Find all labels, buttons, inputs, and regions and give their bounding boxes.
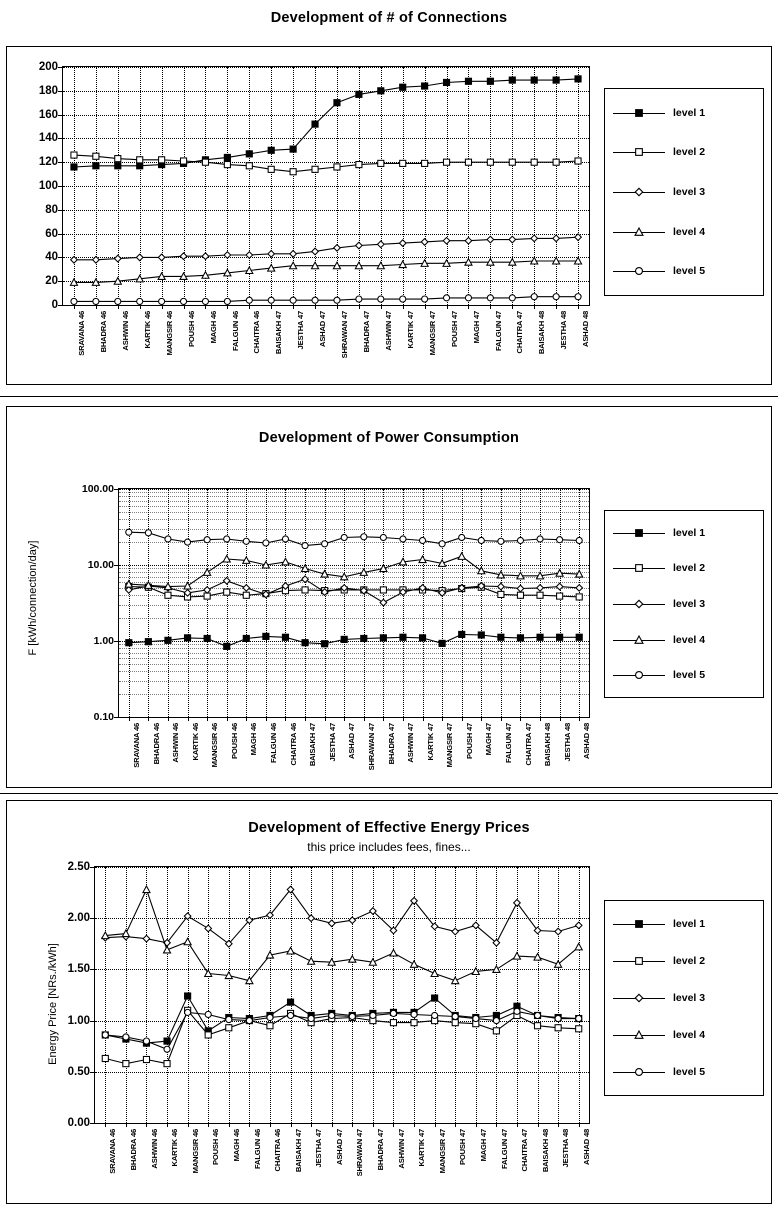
x-tick-mark [352,1123,353,1127]
x-tick-label: BHADRA 46 [129,1129,139,1171]
x-tick-label: POUSH 46 [186,311,196,347]
x-tick-mark [481,717,482,721]
series-layer [63,67,589,305]
x-tick-label: BAISAKH 48 [537,311,547,355]
x-tick-label: SHRAWAN 47 [366,723,376,771]
x-tick-label: BHADRA 47 [362,311,372,353]
legend-swatch-circle [613,1066,665,1078]
x-tick-mark [558,1123,559,1127]
panel-divider-2 [0,793,778,794]
legend-label: level 4 [673,633,706,646]
legend-swatch-square-filled [613,918,665,930]
x-tick-label: POUSH 46 [229,723,239,759]
legend-label: level 5 [673,1066,706,1079]
legend-label: level 2 [673,146,706,159]
x-tick-mark [517,1123,518,1127]
x-tick-label: SRAVANA 46 [77,311,87,356]
x-tick-label: POUSH 47 [449,311,459,347]
y-tick-label: 0.10 [93,711,114,723]
x-tick-label: FALGUN 46 [230,311,240,351]
legend-power [604,510,764,698]
x-tick-label: BHADRA 47 [386,723,396,765]
y-tick-label: 2.50 [67,861,90,873]
legend-item-3 [605,594,763,614]
y-tick-label: 200 [38,61,58,73]
legend-item-3 [605,182,763,202]
x-tick-label: SHRAWAN 47 [340,311,350,359]
plot-area-connections [38,61,591,359]
x-tick-label: POUSH 47 [464,723,474,759]
y-tick-label: 140 [38,132,58,145]
x-tick-label: KARTIK 46 [170,1129,180,1167]
legend-swatch-square-filled [613,527,665,539]
chart-panel-prices [0,798,778,1210]
x-tick-label: CHAITRA 47 [523,723,533,766]
x-tick-label: MANGSIR 47 [445,723,455,768]
series-1 [126,631,583,649]
series-5 [126,529,583,548]
legend-item-1 [605,523,763,543]
x-tick-mark [403,305,404,309]
x-tick-mark [520,717,521,721]
legend-label: level 3 [673,185,706,198]
x-tick-label: SHRAWAN 47 [355,1129,365,1177]
plot-area-power [81,483,592,771]
x-tick-mark [315,305,316,309]
y-tick-label: 0.50 [67,1065,90,1078]
x-tick-mark [271,305,272,309]
x-tick-mark [291,1123,292,1127]
legend-prices [604,900,764,1096]
x-tick-label: FALGUN 46 [269,723,279,763]
legend-swatch-triangle [613,1029,665,1041]
y-tick-label: 180 [38,84,58,97]
legend-swatch-square-open [613,562,665,574]
x-tick-label: ASHWIN 46 [149,1129,159,1169]
x-tick-label: BHADRA 46 [99,311,109,353]
x-tick-mark [246,717,247,721]
x-tick-mark [105,1123,106,1127]
legend-item-5 [605,261,763,281]
x-tick-mark [337,305,338,309]
x-tick-mark [188,1123,189,1127]
panel-divider-1 [0,396,778,397]
x-tick-label: ASHWIN 47 [396,1129,406,1169]
series-layer [95,867,589,1123]
series-4 [125,553,583,590]
chart-panel-connections [0,0,778,398]
series-3 [71,234,582,263]
legend-item-2 [605,951,763,971]
x-tick-mark [227,717,228,721]
x-tick-label: MANGSIR 46 [190,1129,200,1174]
gridline [63,305,589,306]
x-tick-mark [311,1123,312,1127]
x-tick-mark [579,717,580,721]
x-tick-label: CHAITRA 46 [288,723,298,766]
legend-item-4 [605,630,763,650]
x-tick-mark [129,717,130,721]
y-tick-mark [114,717,119,718]
x-tick-mark [403,717,404,721]
y-tick-label: 0.00 [67,1117,90,1129]
x-tick-label: MANGSIR 47 [427,311,437,356]
x-tick-label: ASHWIN 46 [120,311,130,351]
y-tick-label: 1.50 [67,963,90,976]
chart-panel-power [0,402,778,794]
x-tick-mark [423,717,424,721]
x-tick-mark [455,1123,456,1127]
y-tick-label: 1.00 [93,635,114,647]
axis-label-y-prices: Energy Price [NRs./kWh] [47,943,59,1065]
legend-swatch-triangle [613,634,665,646]
y-tick-label: 100 [38,180,58,192]
y-tick-label: 80 [45,203,58,216]
x-tick-label: ASHAD 47 [318,311,328,347]
x-tick-mark [381,305,382,309]
x-tick-mark [393,1123,394,1127]
x-tick-mark [74,305,75,309]
legend-swatch-square-open [613,146,665,158]
legend-label: level 4 [673,1029,706,1042]
x-tick-mark [364,717,365,721]
gridline [119,717,589,718]
series-1 [102,993,582,1046]
x-tick-mark [207,717,208,721]
legend-swatch-circle [613,265,665,277]
x-tick-label: MAGH 47 [471,311,481,344]
x-tick-mark [462,717,463,721]
x-tick-mark [501,717,502,721]
legend-label: level 2 [673,562,706,575]
legend-item-3 [605,988,763,1008]
series-4 [70,257,581,285]
x-tick-mark [579,1123,580,1127]
x-tick-mark [188,717,189,721]
chart-subtitle-prices: this price includes fees, fines... [307,840,471,854]
page-title: Development of # of Connections [270,10,508,26]
legend-label: level 1 [673,917,706,930]
y-tick-label: 160 [38,108,58,121]
x-tick-mark [270,1123,271,1127]
x-tick-mark [468,305,469,309]
x-tick-label: BAISAKH 48 [543,723,553,767]
x-tick-mark [490,305,491,309]
x-tick-label: ASHAD 48 [581,311,591,347]
x-tick-label: CHAITRA 47 [515,311,525,354]
x-tick-label: MANGSIR 46 [164,311,174,356]
x-tick-mark [167,1123,168,1127]
x-tick-label: JESTHA 48 [561,1129,571,1168]
x-tick-label: FALGUN 47 [493,311,503,351]
legend-swatch-square-filled [613,107,665,119]
x-tick-mark [140,305,141,309]
x-tick-mark [184,305,185,309]
x-tick-label: KARTIK 47 [405,311,415,349]
x-tick-mark [96,305,97,309]
legend-item-5 [605,665,763,685]
x-tick-label: KARTIK 47 [417,1129,427,1167]
x-tick-label: CHAITRA 46 [252,311,262,354]
x-tick-label: JESTHA 47 [314,1129,324,1168]
series-2 [71,152,581,175]
x-tick-label: KARTIK 46 [142,311,152,349]
x-tick-mark [383,717,384,721]
x-tick-mark [512,305,513,309]
x-tick-mark [249,305,250,309]
x-tick-label: ASHAD 48 [582,723,592,759]
x-tick-mark [146,1123,147,1127]
series-1 [71,76,581,170]
legend-item-4 [605,1025,763,1045]
series-3 [102,886,582,947]
x-tick-label: ASHWIN 46 [171,723,181,763]
x-tick-mark [148,717,149,721]
x-tick-label: SRAVANA 46 [131,723,141,768]
x-tick-mark [293,305,294,309]
x-tick-mark [556,305,557,309]
x-tick-label: CHAITRA 47 [520,1129,530,1172]
legend-item-2 [605,142,763,162]
legend-item-1 [605,914,763,934]
x-tick-mark [126,1123,127,1127]
x-tick-mark [344,717,345,721]
x-tick-label: BAISAKH 48 [540,1129,550,1173]
legend-item-1 [605,103,763,123]
axis-label-y-power: F [kWh/connection/day] [27,540,39,656]
legend-label: level 1 [673,106,706,119]
x-tick-mark [305,717,306,721]
x-tick-mark [359,305,360,309]
y-tick-label: 100.00 [81,483,114,495]
x-tick-label: FALGUN 47 [499,1129,509,1169]
x-tick-label: MAGH 46 [208,311,218,344]
x-tick-label: ASHWIN 47 [383,311,393,351]
legend-swatch-diamond [613,598,665,610]
x-tick-label: BHADRA 46 [151,723,161,765]
legend-swatch-triangle [613,226,665,238]
x-tick-label: SRAVANA 46 [108,1129,118,1174]
gridline [95,1123,589,1124]
y-tick-mark [58,305,63,306]
y-tick-label: 0 [51,299,58,311]
x-tick-mark [208,1123,209,1127]
x-tick-mark [540,717,541,721]
legend-label: level 4 [673,225,706,238]
legend-item-4 [605,222,763,242]
x-tick-mark [414,1123,415,1127]
legend-item-2 [605,558,763,578]
x-tick-mark [534,305,535,309]
x-tick-mark [373,1123,374,1127]
y-tick-label: 120 [38,156,58,169]
x-tick-mark [325,717,326,721]
chart-title-power: Development of Power Consumption [258,430,520,446]
legend-label: level 5 [673,669,706,682]
x-tick-label: JESTHA 48 [559,311,569,350]
x-tick-label: JESTHA 47 [296,311,306,350]
x-tick-label: MANGSIR 47 [437,1129,447,1174]
x-tick-label: POUSH 46 [211,1129,221,1165]
legend-label: level 5 [673,265,706,278]
x-tick-mark [442,717,443,721]
x-tick-mark [560,717,561,721]
x-tick-label: FALGUN 47 [504,723,514,763]
x-tick-label: KARTIK 47 [425,723,435,761]
x-tick-mark [447,305,448,309]
legend-label: level 3 [673,991,706,1004]
y-tick-label: 1.00 [67,1014,90,1027]
x-tick-label: MAGH 47 [484,723,494,756]
legend-item-5 [605,1062,763,1082]
x-tick-label: BHADRA 47 [376,1129,386,1171]
series-layer [119,489,589,717]
x-tick-label: ASHAD 47 [347,723,357,759]
legend-label: level 2 [673,954,706,967]
x-tick-mark [227,305,228,309]
x-tick-label: ASHAD 48 [581,1129,591,1165]
x-tick-label: FALGUN 46 [252,1129,262,1169]
legend-swatch-diamond [613,992,665,1004]
x-tick-mark [476,1123,477,1127]
x-tick-label: KARTIK 46 [190,723,200,761]
y-tick-label: 20 [45,275,58,288]
x-tick-mark [496,1123,497,1127]
x-tick-label: BAISAKH 47 [293,1129,303,1173]
x-tick-label: JESTHA 47 [327,723,337,762]
legend-label: level 1 [673,526,706,539]
x-tick-mark [435,1123,436,1127]
x-tick-label: BAISAKH 47 [308,723,318,767]
x-tick-mark [249,1123,250,1127]
y-tick-label: 2.00 [67,912,90,925]
legend-swatch-square-open [613,955,665,967]
x-tick-mark [332,1123,333,1127]
x-tick-mark [266,717,267,721]
x-tick-label: JESTHA 48 [562,723,572,762]
y-tick-label: 40 [45,251,58,264]
x-tick-mark [205,305,206,309]
x-tick-label: MAGH 46 [249,723,259,756]
x-tick-mark [538,1123,539,1127]
y-tick-label: 10.00 [87,559,114,571]
legend-connections [604,88,764,296]
x-tick-mark [285,717,286,721]
x-tick-mark [168,717,169,721]
x-tick-label: MAGH 47 [478,1129,488,1162]
x-tick-label: MAGH 46 [231,1129,241,1162]
x-tick-label: ASHWIN 47 [406,723,416,763]
legend-label: level 3 [673,597,706,610]
chart-title-prices: Development of Effective Energy Prices [248,820,530,836]
x-tick-mark [162,305,163,309]
legend-swatch-circle [613,669,665,681]
x-tick-label: POUSH 47 [458,1129,468,1165]
x-tick-mark [578,305,579,309]
legend-swatch-diamond [613,186,665,198]
x-tick-mark [118,305,119,309]
x-tick-mark [229,1123,230,1127]
plot-area-prices [67,861,591,1177]
x-tick-mark [425,305,426,309]
x-tick-label: CHAITRA 46 [273,1129,283,1172]
x-tick-label: MANGSIR 46 [210,723,220,768]
series-5 [71,294,581,305]
x-tick-label: BAISAKH 47 [274,311,284,355]
x-tick-label: ASHAD 47 [334,1129,344,1165]
y-tick-label: 60 [45,227,58,240]
y-tick-mark [90,1123,95,1124]
series-3 [125,576,582,606]
